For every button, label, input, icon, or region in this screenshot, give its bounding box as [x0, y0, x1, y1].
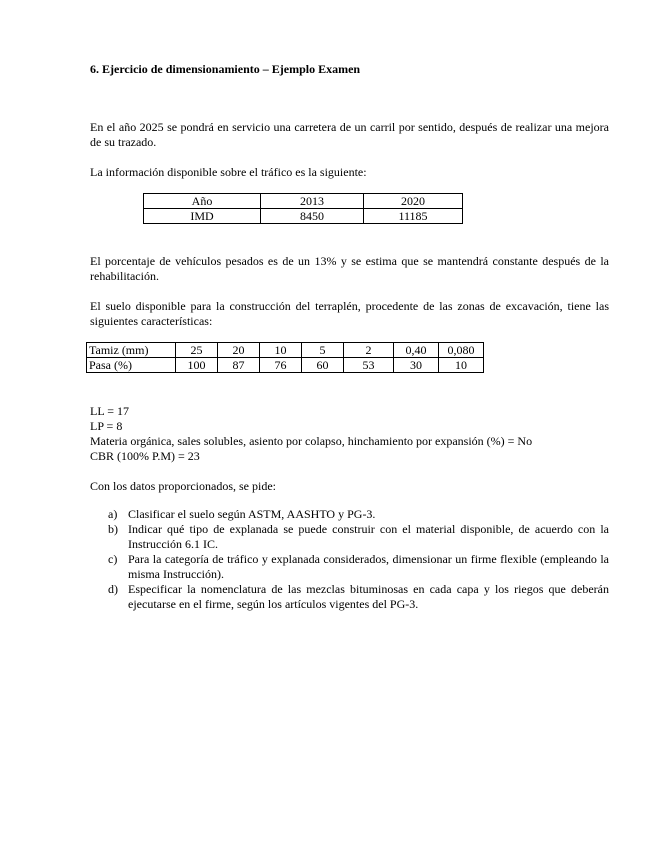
table-cell: 60 [302, 358, 344, 373]
table-cell: 11185 [364, 209, 463, 224]
table-cell: 0,40 [394, 343, 439, 358]
soil-intro-paragraph: El suelo disponible para la construcción del terraplén, procedente de las zonas de excavación, tiene las siguientes características: [90, 299, 609, 328]
question-text: Para la categoría de tráfico y explanada considerados, dimensionar un firme flexible (empleando la misma Instrucción). [128, 552, 609, 581]
table-cell: 87 [218, 358, 260, 373]
question-text: Especificar la nomenclatura de las mezclas bituminosas en cada capa y los riegos que deberán ejecutarse en el firme, según los artículos vigentes del PG-3. [128, 582, 609, 611]
table-cell: 8450 [261, 209, 364, 224]
question-text: Indicar qué tipo de explanada se puede construir con el material disponible, de acuerdo con la Instrucción 6.1 IC. [128, 522, 609, 551]
cbr-value: CBR (100% P.M) = 23 [90, 449, 200, 463]
table-row [87, 343, 484, 358]
table-cell: 2013 [261, 194, 364, 209]
questions-list [108, 507, 609, 612]
ask-intro: Con los datos proporcionados, se pide: [90, 479, 276, 493]
list-item [108, 582, 609, 612]
table-row [144, 194, 463, 209]
list-marker: c) [108, 552, 118, 566]
heavy-vehicles-paragraph: El porcentaje de vehículos pesados es de un 13% y se estima que se mantendrá constante después de la rehabilitación. [90, 254, 609, 283]
table-cell: 0,080 [439, 343, 484, 358]
traffic-intro: La información disponible sobre el tráfico es la siguiente: [90, 165, 367, 179]
plastic-limit: LP = 8 [90, 419, 123, 433]
sieve-table [86, 342, 484, 373]
table-row [144, 209, 463, 224]
table-cell: Tamiz (mm) [87, 343, 176, 358]
table-cell: 2020 [364, 194, 463, 209]
list-marker: b) [108, 522, 118, 536]
table-cell: 76 [260, 358, 302, 373]
liquid-limit: LL = 17 [90, 404, 129, 418]
list-item [108, 522, 609, 552]
list-marker: a) [108, 507, 118, 521]
list-marker: d) [108, 582, 118, 596]
list-item [108, 507, 609, 522]
traffic-table [143, 193, 463, 224]
table-cell: 30 [394, 358, 439, 373]
table-cell: 2 [344, 343, 394, 358]
exercise-title: 6. Ejercicio de dimensionamiento – Ejemplo Examen [90, 62, 361, 76]
table-cell: 10 [439, 358, 484, 373]
question-text: Clasificar el suelo según ASTM, AASHTO y PG-3. [128, 507, 376, 521]
soil-conditions: Materia orgánica, sales solubles, asiento por colapso, hinchamiento por expansión (%) = No [90, 434, 533, 448]
table-cell: 100 [176, 358, 218, 373]
intro-paragraph: En el año 2025 se pondrá en servicio una carretera de un carril por sentido, después de realizar una mejora de su trazado. [90, 120, 609, 149]
table-row [87, 358, 484, 373]
table-cell: 10 [260, 343, 302, 358]
table-cell: 53 [344, 358, 394, 373]
table-cell: IMD [144, 209, 261, 224]
table-cell: Pasa (%) [87, 358, 176, 373]
table-cell: Año [144, 194, 261, 209]
table-cell: 25 [176, 343, 218, 358]
table-cell: 5 [302, 343, 344, 358]
list-item [108, 552, 609, 582]
table-cell: 20 [218, 343, 260, 358]
